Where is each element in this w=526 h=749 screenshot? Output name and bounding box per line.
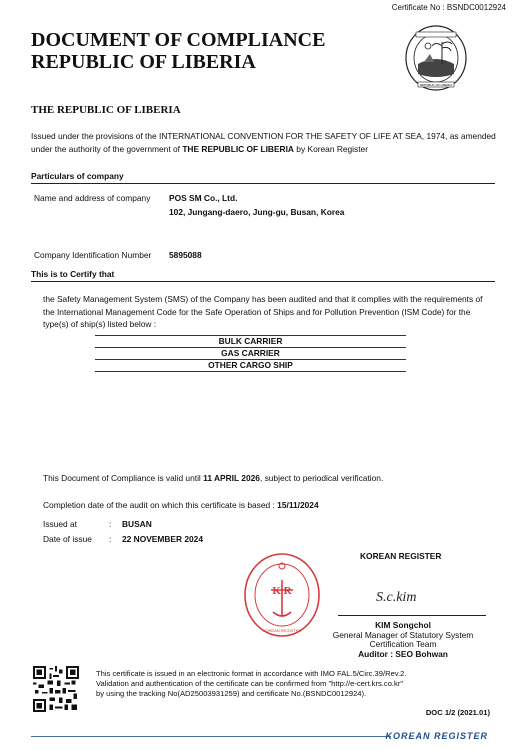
document-title [31,29,325,73]
footer-line-1: This certificate is issued in an electronic format in accordance with IMO FAL.5/Circ.39/Rev.2. [96,669,407,678]
footer-line-2[interactable]: Validation and authentication of the certificate can be confirmed from "http://e-cert.krs.co.kr" [96,679,404,688]
signature-icon [372,584,442,608]
completion-text [43,500,319,510]
korean-register-seal-icon [243,552,321,638]
completion-date: 15/11/2024 [277,500,319,510]
title-line-1: DOCUMENT OF COMPLIANCE [31,29,326,51]
issued-at-value: BUSAN [122,519,152,529]
issued-at-label: Issued at [43,519,77,529]
signature-glyph: S.c.kim [376,590,417,605]
republic-heading: THE REPUBLIC OF LIBERIA [31,104,181,116]
seal-text: REPUBLIC OF LIBERIA [419,83,453,87]
date-of-issue-label: Date of issue [43,534,92,544]
liberia-seal-icon [404,24,468,92]
kr-seal-ring-text: KOREAN REGISTER [262,628,302,633]
ship-type-row: OTHER CARGO SHIP [95,360,406,372]
auditor: Auditor : SEO Bohwan [358,648,448,659]
valid-until: 11 APRIL 2026 [203,473,260,483]
divider [31,183,495,184]
signature-line [338,615,486,616]
issued-at-colon: : [109,519,112,529]
signatory-title-1: General Manager of Statutory System [332,629,474,640]
signatory-title-2: Certification Team [369,639,437,649]
validity-text-part-1: This Document of Compliance is valid until [43,473,204,483]
company-name: POS SM Co., Ltd. [169,193,238,203]
validity-text-part-2: , subject to periodical verification. [259,473,384,483]
ship-type-row: GAS CARRIER [95,348,406,360]
issuer-name: KOREAN REGISTER [360,551,442,561]
date-of-issue-colon: : [109,534,112,544]
certify-text: the Safety Management System (SMS) of the Company has been audited and that it complies with the requirements of the International Management Code for the Safe Operation of Ships and for Pollution Prevention (ISM Code) for the type(s) of ship(s) listed below : [43,294,483,329]
signatory-block [322,621,484,659]
footer-rule [31,736,391,737]
document-version: DOC 1/2 (2021.01) [425,708,490,717]
date-of-issue-value: 22 NOVEMBER 2024 [122,534,203,544]
company-id-label: Company Identification Number [34,250,152,260]
name-address-label: Name and address of company [34,193,151,203]
company-id: 5895088 [169,250,202,260]
issued-under-text [31,130,496,155]
issued-text-part-2: by Korean Register [293,143,369,154]
qr-code-icon[interactable] [33,666,79,712]
brand-logo: KOREAN REGISTER [385,731,488,741]
certify-heading: This is to Certify that [31,269,115,279]
footer-line-3: by using the tracking No(AD25003931259) and certificate No.(BSNDC0012924). [96,689,367,698]
issued-text-bold: THE REPUBLIC OF LIBERIA [182,143,294,154]
issued-text-part-1: Issued under the provisions of the INTERNATIONAL CONVENTION FOR THE SAFETY OF LIFE AT SEA, 1974, as amended under the authority of the government of [31,131,496,154]
ship-types-table [95,335,406,372]
title-line-2: REPUBLIC OF LIBERIA [31,51,256,73]
signatory-name: KIM Songchol [375,620,431,630]
footer-electronic-notice [96,669,496,699]
completion-label: Completion date of the audit on which this certificate is based : [43,500,278,510]
certificate-number: Certificate No : BSNDC0012924 [391,3,506,12]
validity-text [43,473,383,483]
company-address: 102, Jungang-daero, Jung-gu, Busan, Korea [169,207,345,217]
particulars-heading: Particulars of company [31,171,124,181]
kr-seal-letters: K R [272,585,292,597]
divider [31,281,495,282]
ship-type-row: BULK CARRIER [95,335,406,348]
